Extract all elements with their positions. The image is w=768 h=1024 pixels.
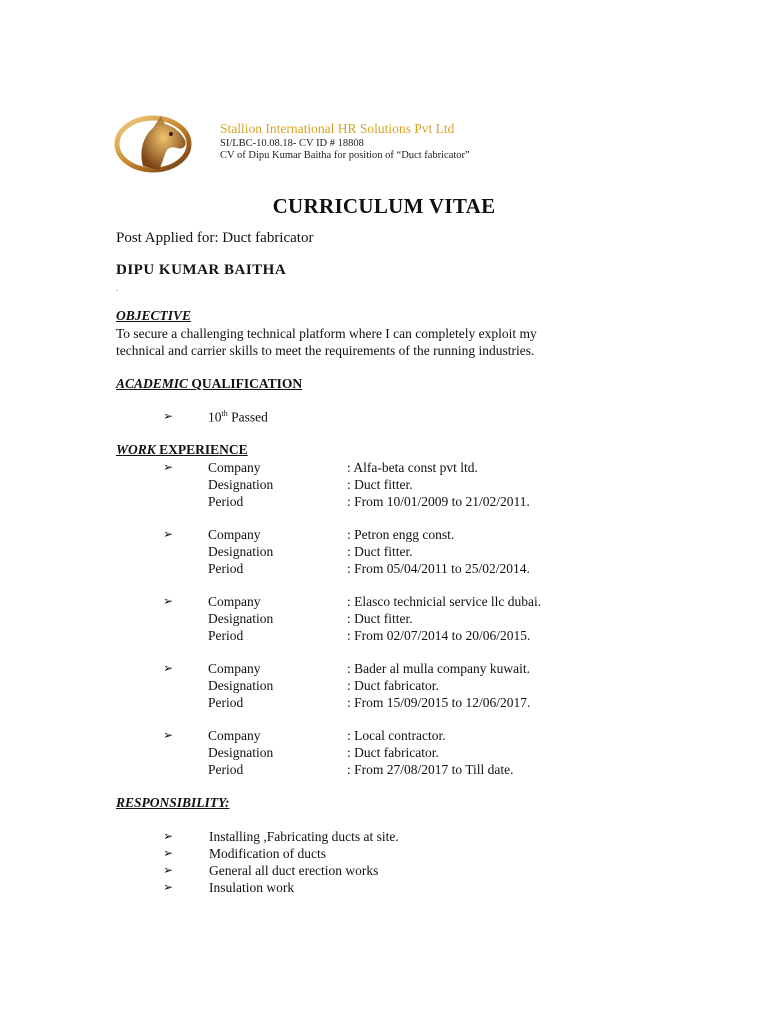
- work-designation-value: : Duct fitter.: [347, 477, 413, 492]
- candidate-name: DIPU KUMAR BAITHA: [116, 262, 287, 278]
- bullet-arrow-icon: ➢: [163, 863, 174, 877]
- work-period-value: : From 05/04/2011 to 25/02/2014.: [347, 561, 530, 576]
- academic-item: 10th Passed: [208, 409, 268, 425]
- responsibility-item: Insulation work: [209, 880, 295, 895]
- work-designation-value: : Duct fitter.: [347, 544, 413, 559]
- work-period-value: : From 10/01/2009 to 21/02/2011.: [347, 494, 530, 509]
- work-designation-value: : Duct fitter.: [347, 611, 413, 626]
- work-designation-label: Designation: [208, 745, 274, 760]
- bullet-arrow-icon: ➢: [163, 880, 174, 894]
- bullet-arrow-icon: ➢: [163, 728, 174, 742]
- work-period-label: Period: [208, 695, 244, 710]
- work-designation-label: Designation: [208, 611, 274, 626]
- objective-heading: OBJECTIVE: [116, 308, 192, 323]
- work-company-label: Company: [208, 460, 261, 475]
- bullet-arrow-icon: ➢: [163, 409, 174, 423]
- objective-line-2: technical and carrier skills to meet the requirements of the running industries.: [116, 343, 535, 358]
- academic-heading: ACADEMIC QUALIFICATION: [116, 376, 303, 391]
- bullet-arrow-icon: ➢: [163, 829, 174, 843]
- work-period-label: Period: [208, 762, 244, 777]
- divider-dot: .: [116, 284, 118, 293]
- work-period-value: : From 27/08/2017 to Till date.: [347, 762, 514, 777]
- work-heading: WORK EXPERIENCE: [116, 442, 248, 457]
- bullet-arrow-icon: ➢: [163, 527, 174, 541]
- work-company-value: : Local contractor.: [347, 728, 446, 743]
- work-period-label: Period: [208, 494, 244, 509]
- company-name: Stallion International HR Solutions Pvt Ltd: [220, 121, 455, 136]
- work-company-label: Company: [208, 728, 261, 743]
- work-period-value: : From 02/07/2014 to 20/06/2015.: [347, 628, 531, 643]
- work-company-value: : Petron engg const.: [347, 527, 455, 542]
- page-title: CURRICULUM VITAE: [272, 194, 496, 218]
- work-designation-value: : Duct fabricator.: [347, 745, 439, 760]
- bullet-arrow-icon: ➢: [163, 661, 174, 675]
- work-designation-label: Designation: [208, 544, 274, 559]
- objective-line-1: To secure a challenging technical platform where I can completely exploit my: [116, 326, 537, 341]
- work-company-label: Company: [208, 661, 261, 676]
- company-logo: [113, 108, 205, 176]
- bullet-arrow-icon: ➢: [163, 846, 174, 860]
- work-company-value: : Bader al mulla company kuwait.: [347, 661, 530, 676]
- work-period-value: : From 15/09/2015 to 12/06/2017.: [347, 695, 531, 710]
- work-designation-value: : Duct fabricator.: [347, 678, 439, 693]
- post-applied: Post Applied for: Duct fabricator: [116, 230, 314, 246]
- bullet-arrow-icon: ➢: [163, 460, 174, 474]
- work-company-value: : Alfa-beta const pvt ltd.: [347, 460, 478, 475]
- cv-of-line: CV of Dipu Kumar Baitha for position of “Duct fabricator”: [220, 150, 470, 161]
- work-company-value: : Elasco technicial service llc dubai.: [347, 594, 542, 609]
- responsibility-item: Modification of ducts: [209, 846, 326, 861]
- cv-reference: SI/LBC-10.08.18- CV ID # 18808: [220, 138, 364, 149]
- work-period-label: Period: [208, 561, 244, 576]
- work-company-label: Company: [208, 527, 261, 542]
- responsibility-item: General all duct erection works: [209, 863, 379, 878]
- responsibility-heading: RESPONSIBILITY:: [116, 795, 230, 810]
- responsibility-item: Installing ,Fabricating ducts at site.: [209, 829, 399, 844]
- work-company-label: Company: [208, 594, 261, 609]
- bullet-arrow-icon: ➢: [163, 594, 174, 608]
- work-designation-label: Designation: [208, 678, 274, 693]
- work-period-label: Period: [208, 628, 244, 643]
- work-designation-label: Designation: [208, 477, 274, 492]
